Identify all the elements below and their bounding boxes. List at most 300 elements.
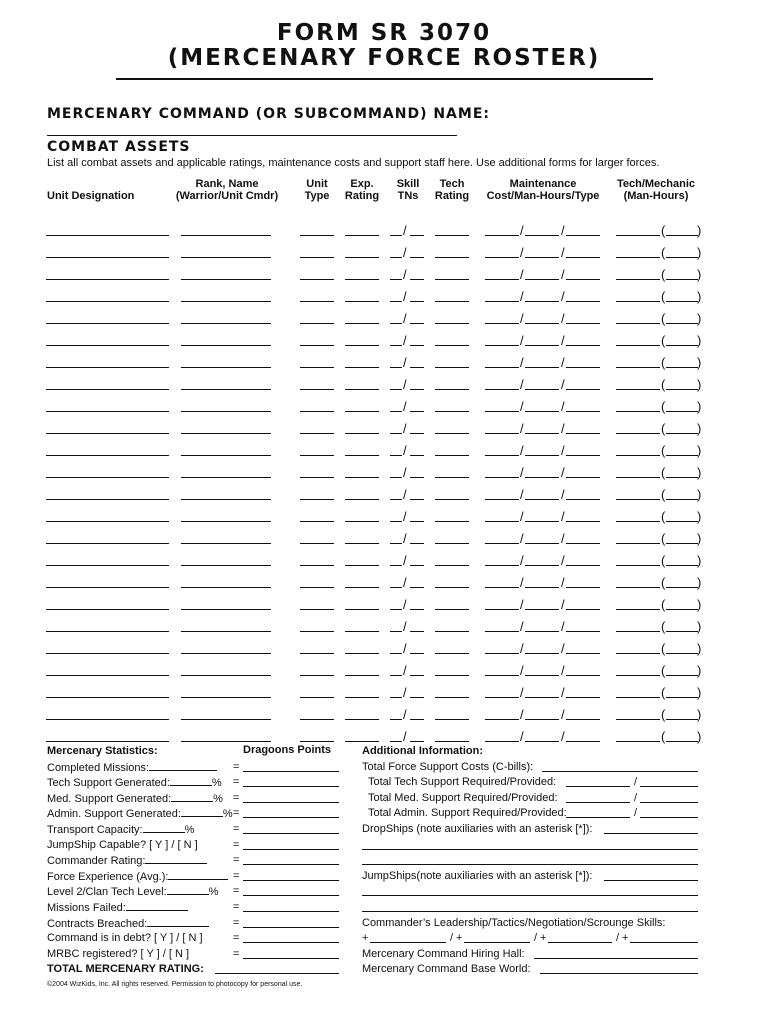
maintenance-slash-2: / — [561, 355, 565, 370]
stat-value-field[interactable] — [143, 822, 185, 833]
skill-slash: / — [403, 465, 407, 480]
skill-slash: / — [403, 421, 407, 436]
table-row — [0, 676, 768, 698]
stat-label: Force Experience (Avg.): — [47, 870, 169, 883]
tech-support-provided-field[interactable] — [640, 786, 698, 787]
dropships-row — [362, 822, 702, 838]
jumpships-label: JumpShips(note auxiliaries with an asterisk [*]): — [362, 869, 593, 882]
total-rating-label: TOTAL MERCENARY RATING: — [47, 963, 204, 976]
unit-type-field[interactable] — [300, 741, 334, 742]
maintenance-slash-2: / — [561, 575, 565, 590]
additional-information — [362, 744, 702, 978]
total-force-support-label: Total Force Support Costs (C-bills): — [362, 760, 534, 773]
tech-rating-field[interactable] — [435, 741, 469, 742]
maintenance-slash-1: / — [520, 443, 524, 458]
stat-equals: = — [233, 869, 240, 882]
maintenance-slash-1: / — [520, 509, 524, 524]
skill-slash: / — [403, 267, 407, 282]
man-hours-close-paren: ) — [697, 553, 702, 568]
table-row — [0, 324, 768, 346]
maintenance-slash-2: / — [561, 641, 565, 656]
admin-support-slash: / — [634, 807, 638, 820]
col-skill-tns — [397, 178, 420, 202]
skill-slash: / — [403, 729, 407, 744]
table-row — [0, 236, 768, 258]
maintenance-slash-1: / — [520, 311, 524, 326]
man-hours-close-paren: ) — [697, 575, 702, 590]
copyright-footer: ©2004 WizKids, Inc. All rights reserved. Permission to photocopy for personal use. — [47, 981, 303, 988]
man-hours-open-paren: ( — [661, 421, 666, 436]
total-rating-field[interactable] — [215, 973, 339, 974]
maintenance-slash-1: / — [520, 729, 524, 744]
table-row — [0, 346, 768, 368]
dropships-line-3 — [362, 853, 702, 869]
stat-row — [47, 853, 347, 869]
col-exp-rating — [345, 178, 379, 202]
maintenance-slash-1: / — [520, 333, 524, 348]
man-hours-close-paren: ) — [697, 245, 702, 260]
table-row — [0, 434, 768, 456]
dragoons-points-field[interactable] — [243, 849, 339, 850]
maintenance-slash-2: / — [561, 707, 565, 722]
admin-support-required-field[interactable] — [566, 817, 630, 818]
dropships-field-2[interactable] — [362, 849, 698, 850]
man-hours-close-paren: ) — [697, 487, 702, 502]
rank-name-field[interactable] — [181, 741, 271, 742]
man-hours-field[interactable] — [666, 741, 698, 742]
skill-slash: / — [403, 619, 407, 634]
maintenance-slash-2: / — [561, 685, 565, 700]
stat-suffix: % — [184, 823, 195, 836]
maintenance-slash-2: / — [561, 729, 565, 744]
skill-slash: / — [403, 597, 407, 612]
stat-value-field[interactable] — [170, 775, 212, 786]
med-support-row — [362, 791, 702, 807]
stat-value-field[interactable] — [171, 791, 213, 802]
maintenance-slash-2: / — [561, 289, 565, 304]
man-hours-open-paren: ( — [661, 487, 666, 502]
maintenance-slash-1: / — [520, 355, 524, 370]
dropships-field-3[interactable] — [362, 864, 698, 865]
dragoons-points-field[interactable] — [243, 958, 339, 959]
col-tech-rating-line2: Rating — [434, 190, 470, 202]
man-hours-close-paren: ) — [697, 377, 702, 392]
tech-support-slash: / — [634, 776, 638, 789]
man-hours-open-paren: ( — [661, 399, 666, 414]
col-unit-designation: Unit Designation — [47, 190, 135, 202]
stat-value-field[interactable] — [145, 853, 207, 864]
man-hours-open-paren: ( — [661, 685, 666, 700]
man-hours-open-paren: ( — [661, 223, 666, 238]
dragoons-points-field[interactable] — [243, 942, 339, 943]
table-row — [0, 214, 768, 236]
man-hours-open-paren: ( — [661, 531, 666, 546]
stat-label: Med. Support Generated: — [47, 792, 172, 805]
maintenance-slash-1: / — [520, 553, 524, 568]
dragoons-points-field[interactable] — [243, 927, 339, 928]
col-exp-rating-line1: Exp. — [350, 178, 374, 190]
stat-equals: = — [233, 760, 240, 773]
stat-equals: = — [233, 838, 240, 851]
skill-slash: / — [403, 245, 407, 260]
skill-slash: / — [403, 333, 407, 348]
maintenance-slash-2: / — [561, 663, 565, 678]
table-row — [0, 544, 768, 566]
maintenance-slash-1: / — [520, 223, 524, 238]
col-rank-name — [176, 178, 278, 202]
table-row — [0, 720, 768, 742]
skill-tn-gunnery-field[interactable] — [390, 741, 402, 742]
dragoons-points-field[interactable] — [243, 833, 339, 834]
maintenance-cost-field[interactable] — [485, 741, 519, 742]
man-hours-close-paren: ) — [697, 223, 702, 238]
table-row — [0, 566, 768, 588]
man-hours-open-paren: ( — [661, 509, 666, 524]
skill-slash: / — [403, 509, 407, 524]
maintenance-slash-1: / — [520, 663, 524, 678]
maintenance-slash-1: / — [520, 707, 524, 722]
commander-skills-row — [362, 916, 702, 932]
stat-suffix: % — [222, 808, 233, 821]
skill-slash: / — [403, 377, 407, 392]
man-hours-open-paren: ( — [661, 267, 666, 282]
maintenance-slash-2: / — [561, 421, 565, 436]
table-row — [0, 302, 768, 324]
man-hours-open-paren: ( — [661, 311, 666, 326]
jumpships-field-3[interactable] — [362, 911, 698, 912]
stat-label: MRBC registered? [ Y ] / [ N ] — [47, 947, 190, 960]
dragoons-points-field[interactable] — [243, 864, 339, 865]
additional-heading: Additional Information: — [362, 745, 483, 757]
maintenance-slash-1: / — [520, 531, 524, 546]
man-hours-close-paren: ) — [697, 663, 702, 678]
col-maintenance — [487, 178, 600, 202]
man-hours-open-paren: ( — [661, 289, 666, 304]
skill-slash: / — [403, 399, 407, 414]
stat-row — [47, 900, 347, 916]
command-name-field[interactable] — [47, 135, 457, 136]
form-title-line2: (MERCENARY FORCE ROSTER) — [167, 45, 601, 71]
man-hours-close-paren: ) — [697, 729, 702, 744]
maintenance-slash-2: / — [561, 267, 565, 282]
man-hours-close-paren: ) — [697, 685, 702, 700]
man-hours-open-paren: ( — [661, 245, 666, 260]
stat-equals: = — [233, 932, 240, 945]
col-tech-rating-line1: Tech — [439, 178, 465, 190]
man-hours-close-paren: ) — [697, 289, 702, 304]
stat-label: Tech Support Generated: — [47, 777, 170, 790]
table-row — [0, 478, 768, 500]
skill-slash: / — [403, 531, 407, 546]
maintenance-slash-1: / — [520, 289, 524, 304]
man-hours-close-paren: ) — [697, 619, 702, 634]
man-hours-close-paren: ) — [697, 443, 702, 458]
col-unit-type-line1: Unit — [306, 178, 328, 190]
stat-row — [47, 931, 347, 947]
man-hours-open-paren: ( — [661, 619, 666, 634]
skill-plus-3: + — [540, 932, 547, 945]
admin-support-row — [362, 806, 702, 822]
table-row — [0, 456, 768, 478]
maintenance-slash-2: / — [561, 553, 565, 568]
skill-slash: / — [403, 311, 407, 326]
stat-equals: = — [233, 885, 240, 898]
maintenance-slash-2: / — [561, 465, 565, 480]
hiring-hall-label: Mercenary Command Hiring Hall: — [362, 947, 525, 960]
maintenance-slash-1: / — [520, 487, 524, 502]
skill-slash: / — [403, 685, 407, 700]
stat-row — [47, 760, 347, 776]
section-title: COMBAT ASSETS — [47, 139, 191, 155]
stat-row — [47, 869, 347, 885]
stat-value-field[interactable] — [126, 900, 188, 911]
stat-label: Commander Rating: — [47, 855, 146, 868]
col-exp-rating-line2: Rating — [344, 190, 380, 202]
maintenance-slash-2: / — [561, 531, 565, 546]
col-rank-name-line2: (Warrior/Unit Cmdr) — [175, 190, 279, 202]
total-force-support-row — [362, 760, 702, 776]
man-hours-close-paren: ) — [697, 531, 702, 546]
total-force-support-field[interactable] — [542, 771, 698, 772]
skill-slash: / — [403, 641, 407, 656]
maintenance-slash-1: / — [520, 399, 524, 414]
med-support-label: Total Med. Support Required/Provided: — [368, 791, 558, 804]
dropships-field[interactable] — [604, 833, 698, 834]
stat-label: JumpShip Capable? [ Y ] / [ N ] — [47, 838, 198, 851]
maintenance-slash-2: / — [561, 487, 565, 502]
table-row — [0, 632, 768, 654]
stat-value-field[interactable] — [149, 760, 217, 771]
man-hours-open-paren: ( — [661, 333, 666, 348]
tech-mechanic-field[interactable] — [616, 741, 660, 742]
stat-equals: = — [233, 900, 240, 913]
skill-slash: / — [403, 355, 407, 370]
exp-rating-field[interactable] — [345, 741, 379, 742]
leadership-field[interactable] — [370, 942, 446, 943]
stat-suffix: % — [211, 777, 222, 790]
stat-equals: = — [233, 916, 240, 929]
hiring-hall-row — [362, 947, 702, 963]
command-name-label: MERCENARY COMMAND (OR SUBCOMMAND) NAME: — [47, 106, 490, 122]
skill-slash-2: / — [534, 932, 538, 945]
stat-equals: = — [233, 807, 240, 820]
dragoons-points-field[interactable] — [243, 880, 339, 881]
stat-row — [47, 806, 347, 822]
man-hours-open-paren: ( — [661, 729, 666, 744]
skill-slash: / — [403, 663, 407, 678]
jumpships-field-2[interactable] — [362, 895, 698, 896]
maintenance-slash-1: / — [520, 421, 524, 436]
skill-slash-1: / — [450, 932, 454, 945]
dropships-label: DropShips (note auxiliaries with an asterisk [*]): — [362, 822, 593, 835]
stat-row — [47, 822, 347, 838]
man-hours-open-paren: ( — [661, 465, 666, 480]
tactics-field[interactable] — [464, 942, 530, 943]
total-rating-row — [47, 962, 347, 978]
man-hours-open-paren: ( — [661, 553, 666, 568]
maintenance-slash-1: / — [520, 575, 524, 590]
stats-heading: Mercenary Statistics: — [47, 745, 158, 757]
man-hours-close-paren: ) — [697, 333, 702, 348]
mercenary-statistics — [47, 744, 347, 978]
maintenance-slash-2: / — [561, 311, 565, 326]
table-row — [0, 258, 768, 280]
admin-support-provided-field[interactable] — [640, 817, 698, 818]
jumpships-line-2 — [362, 884, 702, 900]
maintenance-slash-1: / — [520, 641, 524, 656]
maintenance-slash-2: / — [561, 399, 565, 414]
maintenance-hours-field[interactable] — [525, 741, 559, 742]
stat-equals: = — [233, 822, 240, 835]
stat-row — [47, 775, 347, 791]
table-row — [0, 588, 768, 610]
man-hours-open-paren: ( — [661, 355, 666, 370]
skill-slash: / — [403, 289, 407, 304]
maintenance-slash-2: / — [561, 377, 565, 392]
jumpships-line-3 — [362, 900, 702, 916]
man-hours-close-paren: ) — [697, 399, 702, 414]
maintenance-slash-2: / — [561, 509, 565, 524]
stat-row — [47, 884, 347, 900]
table-row — [0, 522, 768, 544]
table-row — [0, 390, 768, 412]
stat-label: Admin. Support Generated: — [47, 808, 181, 821]
tech-support-row — [362, 775, 702, 791]
maintenance-type-field[interactable] — [566, 741, 600, 742]
skill-slash: / — [403, 575, 407, 590]
unit-designation-field[interactable] — [46, 741, 169, 742]
stat-value-field[interactable] — [168, 869, 228, 880]
maintenance-slash-1: / — [520, 597, 524, 612]
stat-equals: = — [233, 854, 240, 867]
hiring-hall-field[interactable] — [534, 958, 698, 959]
dragoons-points-field[interactable] — [243, 786, 339, 787]
skill-slash: / — [403, 487, 407, 502]
stat-suffix: % — [213, 792, 223, 805]
skill-slash: / — [403, 553, 407, 568]
stat-row — [47, 791, 347, 807]
maintenance-slash-2: / — [561, 223, 565, 238]
col-unit-type — [305, 178, 330, 202]
med-support-slash: / — [634, 791, 638, 804]
stat-equals: = — [233, 776, 240, 789]
table-row — [0, 610, 768, 632]
maintenance-slash-1: / — [520, 465, 524, 480]
stat-label: Missions Failed: — [47, 901, 126, 914]
tech-support-required-field[interactable] — [566, 786, 630, 787]
commander-skills-values — [362, 931, 702, 947]
man-hours-open-paren: ( — [661, 575, 666, 590]
man-hours-open-paren: ( — [661, 641, 666, 656]
stat-equals: = — [233, 947, 240, 960]
maintenance-slash-1: / — [520, 685, 524, 700]
dragoons-points-field[interactable] — [243, 895, 339, 896]
col-tech-rating — [435, 178, 469, 202]
man-hours-close-paren: ) — [697, 267, 702, 282]
scrounge-field[interactable] — [630, 942, 698, 943]
skill-plus-1: + — [362, 932, 369, 945]
negotiation-field[interactable] — [548, 942, 612, 943]
maintenance-slash-2: / — [561, 443, 565, 458]
tech-support-label: Total Tech Support Required/Provided: — [368, 776, 557, 789]
man-hours-close-paren: ) — [697, 311, 702, 326]
stat-value-field[interactable] — [181, 806, 223, 817]
maintenance-slash-2: / — [561, 619, 565, 634]
stat-equals: = — [233, 791, 240, 804]
dragoons-points-field[interactable] — [243, 817, 339, 818]
base-world-row — [362, 962, 702, 978]
maintenance-slash-2: / — [561, 245, 565, 260]
jumpships-field[interactable] — [604, 880, 698, 881]
jumpships-row — [362, 869, 702, 885]
man-hours-open-paren: ( — [661, 377, 666, 392]
maintenance-slash-2: / — [561, 597, 565, 612]
col-rank-name-line1: Rank, Name — [195, 178, 259, 190]
table-row — [0, 368, 768, 390]
title-rule — [116, 78, 653, 80]
skill-plus-4: + — [622, 932, 629, 945]
man-hours-open-paren: ( — [661, 597, 666, 612]
man-hours-open-paren: ( — [661, 443, 666, 458]
skill-plus-2: + — [456, 932, 463, 945]
med-support-required-field[interactable] — [566, 802, 630, 803]
dragoons-points-field[interactable] — [243, 911, 339, 912]
man-hours-open-paren: ( — [661, 707, 666, 722]
skill-slash: / — [403, 443, 407, 458]
stat-row — [47, 916, 347, 932]
skill-tn-piloting-field[interactable] — [410, 741, 424, 742]
table-row — [0, 500, 768, 522]
maintenance-slash-1: / — [520, 245, 524, 260]
dropships-line-2 — [362, 838, 702, 854]
stat-label: Command is in debt? [ Y ] / [ N ] — [47, 932, 203, 945]
stat-value-field[interactable] — [147, 916, 209, 927]
col-tech-mechanic — [617, 178, 695, 202]
form-title-line1: FORM SR 3070 — [276, 20, 492, 46]
base-world-field[interactable] — [540, 973, 698, 974]
man-hours-close-paren: ) — [697, 641, 702, 656]
stat-label: Level 2/Clan Tech Level: — [47, 886, 167, 899]
med-support-provided-field[interactable] — [640, 802, 698, 803]
admin-support-label: Total Admin. Support Required/Provided: — [368, 807, 567, 820]
maintenance-slash-2: / — [561, 333, 565, 348]
col-skill-tns-line2: TNs — [397, 190, 419, 202]
dragoons-points-field[interactable] — [243, 802, 339, 803]
dragoons-points-field[interactable] — [243, 771, 339, 772]
dragoons-points-heading: Dragoons Points — [243, 744, 332, 756]
stat-label: Transport Capacity: — [47, 823, 143, 836]
col-skill-tns-line1: Skill — [396, 178, 420, 190]
table-row — [0, 698, 768, 720]
col-unit-type-line2: Type — [304, 190, 330, 202]
col-tech-mechanic-line2: (Man-Hours) — [623, 190, 689, 202]
man-hours-close-paren: ) — [697, 465, 702, 480]
man-hours-close-paren: ) — [697, 707, 702, 722]
man-hours-open-paren: ( — [661, 663, 666, 678]
maintenance-slash-1: / — [520, 267, 524, 282]
stat-row — [47, 947, 347, 963]
stat-label: Contracts Breached: — [47, 917, 148, 930]
commander-skills-label: Commander’s Leadership/Tactics/Negotiation/Scrounge Skills: — [362, 916, 666, 929]
maintenance-slash-1: / — [520, 619, 524, 634]
skill-slash: / — [403, 223, 407, 238]
table-row — [0, 654, 768, 676]
base-world-label: Mercenary Command Base World: — [362, 963, 531, 976]
instructions: List all combat assets and applicable ratings, maintenance costs and support staff here. Use additional forms for larger forces. — [47, 157, 660, 169]
man-hours-close-paren: ) — [697, 355, 702, 370]
man-hours-close-paren: ) — [697, 597, 702, 612]
stat-value-field[interactable] — [167, 884, 209, 895]
